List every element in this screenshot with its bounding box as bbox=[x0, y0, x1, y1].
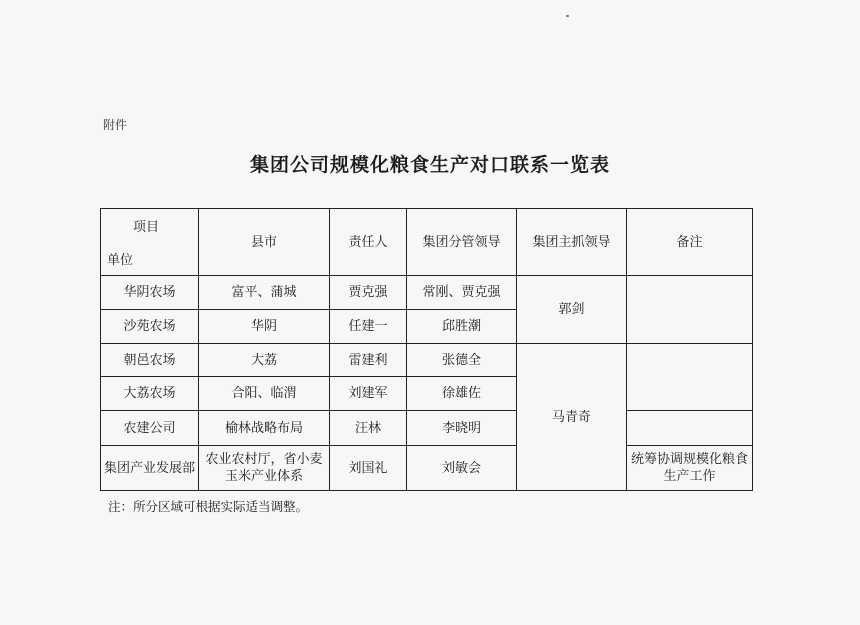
row-deputy: 徐雄佐 bbox=[407, 377, 517, 411]
corner-label-unit: 单位 bbox=[107, 253, 134, 268]
row-county: 合阳、临渭 bbox=[199, 377, 330, 411]
row-deputy: 刘敏会 bbox=[407, 446, 517, 491]
attachment-label: 附件 bbox=[103, 118, 128, 132]
remark-cell-4: 统筹协调规模化粮食生产工作 bbox=[627, 446, 753, 491]
row-deputy: 邱胜潮 bbox=[407, 310, 517, 344]
row-county: 大荔 bbox=[199, 344, 330, 377]
main-leader-cell-2: 马青奇 bbox=[517, 344, 627, 491]
header-main-leader: 集团主抓领导 bbox=[517, 209, 627, 276]
row-unit: 集团产业发展部 bbox=[101, 446, 199, 491]
contact-table-wrapper bbox=[100, 208, 753, 491]
row-county: 华阴 bbox=[199, 310, 330, 344]
row-deputy: 常刚、贾克强 bbox=[407, 276, 517, 310]
table-footnote: 注：所分区域可根据实际适当调整。 bbox=[108, 499, 309, 514]
row-unit: 农建公司 bbox=[101, 411, 199, 446]
header-remark: 备注 bbox=[627, 209, 753, 276]
row-owner: 雷建利 bbox=[330, 344, 407, 377]
corner-label-item: 项目 bbox=[133, 220, 160, 235]
header-county: 县市 bbox=[199, 209, 330, 276]
row-owner: 任建一 bbox=[330, 310, 407, 344]
remark-cell-3 bbox=[627, 411, 753, 446]
row-owner: 刘国礼 bbox=[330, 446, 407, 491]
row-unit: 朝邑农场 bbox=[101, 344, 199, 377]
corner-header-cell bbox=[101, 209, 199, 276]
remark-cell-2 bbox=[627, 344, 753, 411]
table-row bbox=[101, 276, 753, 310]
row-county: 榆林战略布局 bbox=[199, 411, 330, 446]
row-unit: 大荔农场 bbox=[101, 377, 199, 411]
table-header-row bbox=[101, 209, 753, 276]
row-owner: 刘建军 bbox=[330, 377, 407, 411]
row-deputy: 李晓明 bbox=[407, 411, 517, 446]
main-leader-cell-1: 郭剑 bbox=[517, 276, 627, 344]
table-row bbox=[101, 411, 753, 446]
row-county: 农业农村厅，省小麦玉米产业体系 bbox=[199, 446, 330, 491]
header-deputy-leader: 集团分管领导 bbox=[407, 209, 517, 276]
header-owner: 责任人 bbox=[330, 209, 407, 276]
row-unit: 华阴农场 bbox=[101, 276, 199, 310]
document-title: 集团公司规模化粮食生产对口联系一览表 bbox=[249, 154, 610, 176]
row-owner: 贾克强 bbox=[330, 276, 407, 310]
table-row bbox=[101, 344, 753, 377]
remark-cell-1 bbox=[627, 276, 753, 344]
row-deputy: 张德全 bbox=[407, 344, 517, 377]
row-unit: 沙苑农场 bbox=[101, 310, 199, 344]
contact-table bbox=[100, 208, 753, 491]
table-row bbox=[101, 446, 753, 491]
row-owner: 汪林 bbox=[330, 411, 407, 446]
scan-speck bbox=[566, 15, 569, 17]
row-county: 富平、蒲城 bbox=[199, 276, 330, 310]
